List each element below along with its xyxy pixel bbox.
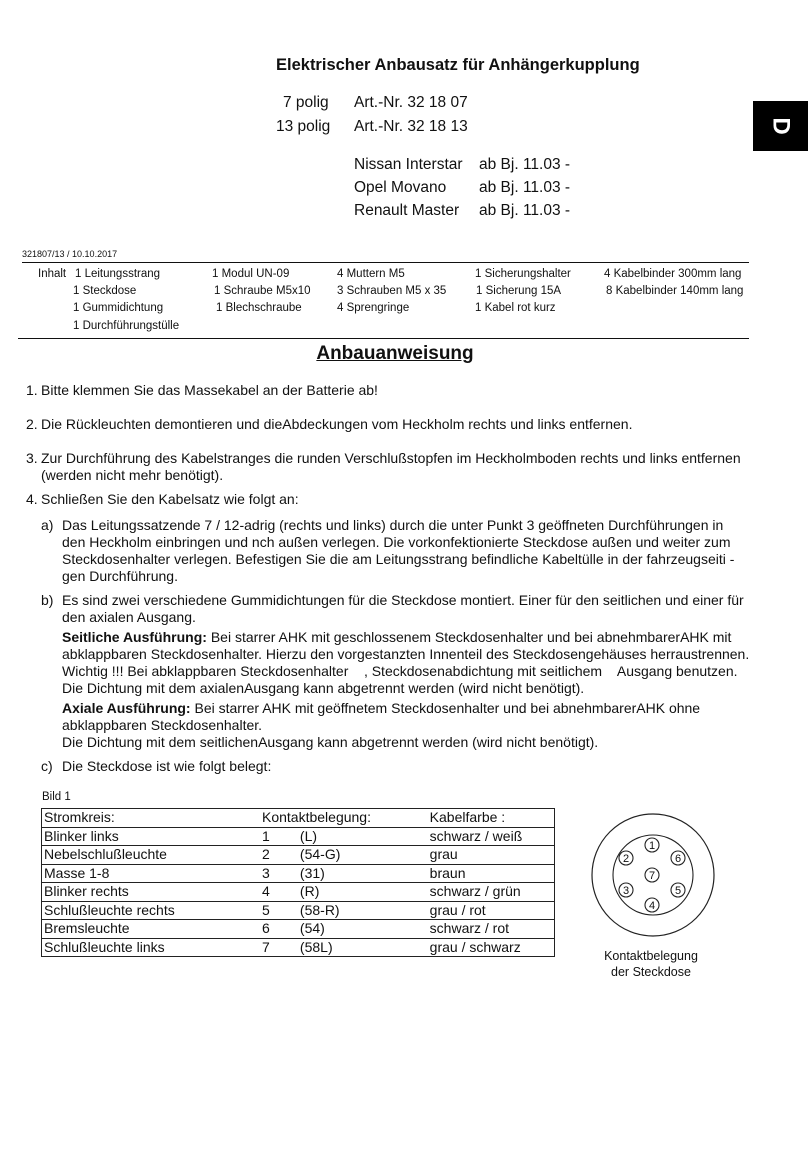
cell-pin: 2 — [260, 846, 298, 865]
cell-circuit: Masse 1-8 — [42, 864, 261, 883]
contents-label: Inhalt — [38, 268, 67, 280]
vehicle-year: ab Bj. 11.03 - — [479, 179, 571, 196]
divider-bottom — [18, 338, 749, 339]
figure-label: Bild 1 — [42, 791, 71, 803]
substep-text: Das Leitungssatzende 7 / 12-adrig (rechts und links) durch die unter Punkt 3 geöffneten Durchführungen in — [62, 517, 724, 533]
vehicle-name: Renault Master — [354, 202, 460, 219]
svg-text:1: 1 — [648, 840, 656, 852]
substep-label: b) — [41, 592, 54, 608]
vehicle-name: Opel Movano — [354, 179, 447, 196]
socket-pin — [671, 883, 685, 897]
step-number: 4. — [26, 491, 38, 507]
svg-text:7: 7 — [648, 870, 656, 882]
substep-text: Die Dichtung mit dem axialenAusgang kann abgetrennt werden (wird nicht benötigt). — [62, 680, 585, 696]
substep-text: gen Durchführung. — [62, 568, 178, 584]
contents-item: 1 Leitungsstrang — [75, 268, 161, 280]
table-row — [42, 901, 555, 920]
article-13-number: Art.-Nr. 32 18 13 — [354, 118, 468, 135]
table-row — [42, 920, 555, 939]
article-7-number: Art.-Nr. 32 18 07 — [354, 94, 468, 111]
table-row — [42, 846, 555, 865]
page-title: Elektrischer Anbausatz für Anhängerkupplung — [276, 56, 640, 74]
cell-color: schwarz / rot — [428, 920, 555, 939]
header-circuit: Stromkreis: — [42, 809, 261, 828]
substep-text: abklappbaren Steckdosenhalter. Hierzu den vorgestanzten Innenteil des Steckdosengehäuses herraustrennen. — [62, 646, 750, 662]
contents-item: 1 Kabel rot kurz — [475, 302, 556, 314]
step-text: Schließen Sie den Kabelsatz wie folgt an: — [41, 491, 299, 507]
contents-item: 1 Sicherungshalter — [475, 268, 571, 280]
seitlich-label: Seitliche Ausführung: — [62, 629, 207, 645]
socket-pin — [645, 898, 659, 912]
svg-text:6: 6 — [674, 853, 682, 865]
table-row — [42, 938, 555, 957]
cell-code: (R) — [298, 883, 428, 902]
contents-item: 1 Modul UN-09 — [212, 268, 290, 280]
substep-label: a) — [41, 517, 54, 533]
divider-top — [22, 262, 749, 263]
cell-circuit: Bremsleuchte — [42, 920, 261, 939]
contents-item: 8 Kabelbinder 140mm lang — [606, 285, 744, 297]
table-header-row — [42, 809, 555, 828]
document-id: 321807/13 / 10.10.2017 — [22, 249, 118, 259]
article-7-poles: 7 polig — [283, 94, 329, 111]
step-number: 2. — [26, 416, 38, 432]
svg-text:2: 2 — [622, 853, 630, 865]
socket-pin — [619, 883, 633, 897]
substep-text: abklappbaren Steckdosenhalter. — [62, 717, 263, 733]
axial-label: Axiale Ausführung: — [62, 700, 191, 716]
table-row — [42, 864, 555, 883]
step-text: (werden nicht mehr benötigt). — [41, 467, 224, 483]
step-number: 1. — [26, 382, 38, 398]
cell-color: grau / rot — [428, 901, 555, 920]
cell-pin: 6 — [260, 920, 298, 939]
vehicle-year: ab Bj. 11.03 - — [479, 156, 571, 173]
step-text: Zur Durchführung des Kabelstranges die runden Verschlußstopfen im Heckholmboden rechts und links entfernen — [41, 450, 741, 466]
cell-code: (54) — [298, 920, 428, 939]
socket-pin — [671, 851, 685, 865]
article-13-poles: 13 polig — [276, 118, 331, 135]
cell-circuit: Blinker rechts — [42, 883, 261, 902]
step-text: Bitte klemmen Sie das Massekabel an der Batterie ab! — [41, 382, 378, 398]
pin-assignment-table — [41, 808, 555, 957]
cell-color: grau — [428, 846, 555, 865]
contents-item: 1 Blechschraube — [216, 302, 302, 314]
vehicle-year: ab Bj. 11.03 - — [479, 202, 571, 219]
cell-color: braun — [428, 864, 555, 883]
svg-text:3: 3 — [622, 885, 630, 897]
table-row — [42, 883, 555, 902]
table-row — [42, 827, 555, 846]
contents-item: 1 Durchführungstülle — [73, 320, 180, 332]
axial-paragraph: Axiale Ausführung: Bei starrer AHK mit geöffnetem Steckdosenhalter und bei abnehmbarerAHK ohne — [62, 700, 701, 716]
cell-color: schwarz / weiß — [428, 827, 555, 846]
contents-item: 4 Sprengringe — [337, 302, 410, 314]
cell-pin: 7 — [260, 938, 298, 957]
contents-item: 1 Gummidichtung — [73, 302, 164, 314]
cell-circuit: Schlußleuchte links — [42, 938, 261, 957]
substep-text: Die Steckdose ist wie folgt belegt: — [62, 758, 272, 774]
svg-text:4: 4 — [648, 900, 656, 912]
socket-diagram — [588, 810, 718, 940]
contents-item: 3 Schrauben M5 x 35 — [337, 285, 447, 297]
seitlich-paragraph: Seitliche Ausführung: Bei starrer AHK mit geschlossenem Steckdosenhalter und bei abnehmbarerAHK mit — [62, 629, 732, 645]
substep-text: den axialen Ausgang. — [62, 609, 196, 625]
header-contact: Kontaktbelegung: — [260, 809, 428, 828]
vehicle-name: Nissan Interstar — [354, 156, 463, 173]
cell-code: (58L) — [298, 938, 428, 957]
socket-pin — [645, 868, 659, 882]
substep-text: Steckdosenhalter verlegen. Befestigen Sie die am Leitungsstrang befindliche Kabeltülle in der fahrzeugseiti - — [62, 551, 735, 567]
cell-pin: 3 — [260, 864, 298, 883]
socket-caption — [586, 949, 716, 980]
socket-pin — [645, 838, 659, 852]
svg-text:5: 5 — [674, 885, 682, 897]
socket-caption-line: Kontaktbelegung — [604, 949, 698, 963]
cell-code: (54-G) — [298, 846, 428, 865]
cell-code: (31) — [298, 864, 428, 883]
contents-item: 4 Muttern M5 — [337, 268, 405, 280]
cell-color: schwarz / grün — [428, 883, 555, 902]
cell-circuit: Schlußleuchte rechts — [42, 901, 261, 920]
cell-pin: 1 — [260, 827, 298, 846]
contents-item: 1 Sicherung 15A — [476, 285, 562, 297]
cell-pin: 5 — [260, 901, 298, 920]
contents-item: 1 Schraube M5x10 — [214, 285, 311, 297]
cell-pin: 4 — [260, 883, 298, 902]
socket-caption-line: der Steckdose — [611, 964, 691, 979]
substep-text: Es sind zwei verschiedene Gummidichtungen für die Steckdose montiert. Einer für den seitlichen und einer für — [62, 592, 744, 608]
substep-text: den Heckholm einbringen und nch außen verlegen. Die vorkonfektionierte Steckdose außen und weiter zum — [62, 534, 731, 550]
step-text: Die Rückleuchten demontieren und dieAbdeckungen vom Heckholm rechts und links entfernen. — [41, 416, 633, 432]
step-number: 3. — [26, 450, 38, 466]
header-color: Kabelfarbe : — [428, 809, 555, 828]
socket-pin — [619, 851, 633, 865]
cell-code: (L) — [298, 827, 428, 846]
cell-color: grau / schwarz — [428, 938, 555, 957]
section-heading: Anbauanweisung — [316, 343, 474, 364]
contents-item: 1 Steckdose — [73, 285, 137, 297]
substep-label: c) — [41, 758, 53, 774]
language-tab: D — [753, 101, 808, 151]
cell-code: (58-R) — [298, 901, 428, 920]
cell-circuit: Nebelschlußleuchte — [42, 846, 261, 865]
cell-circuit: Blinker links — [42, 827, 261, 846]
substep-text: Die Dichtung mit dem seitlichenAusgang kann abgetrennt werden (wird nicht benötigt). — [62, 734, 599, 750]
contents-item: 4 Kabelbinder 300mm lang — [604, 268, 742, 280]
substep-text: Wichtig !!! Bei abklappbaren Steckdosenhalter , Steckdosenabdichtung mit seitlichem Ausgang benutzen. — [62, 663, 738, 679]
